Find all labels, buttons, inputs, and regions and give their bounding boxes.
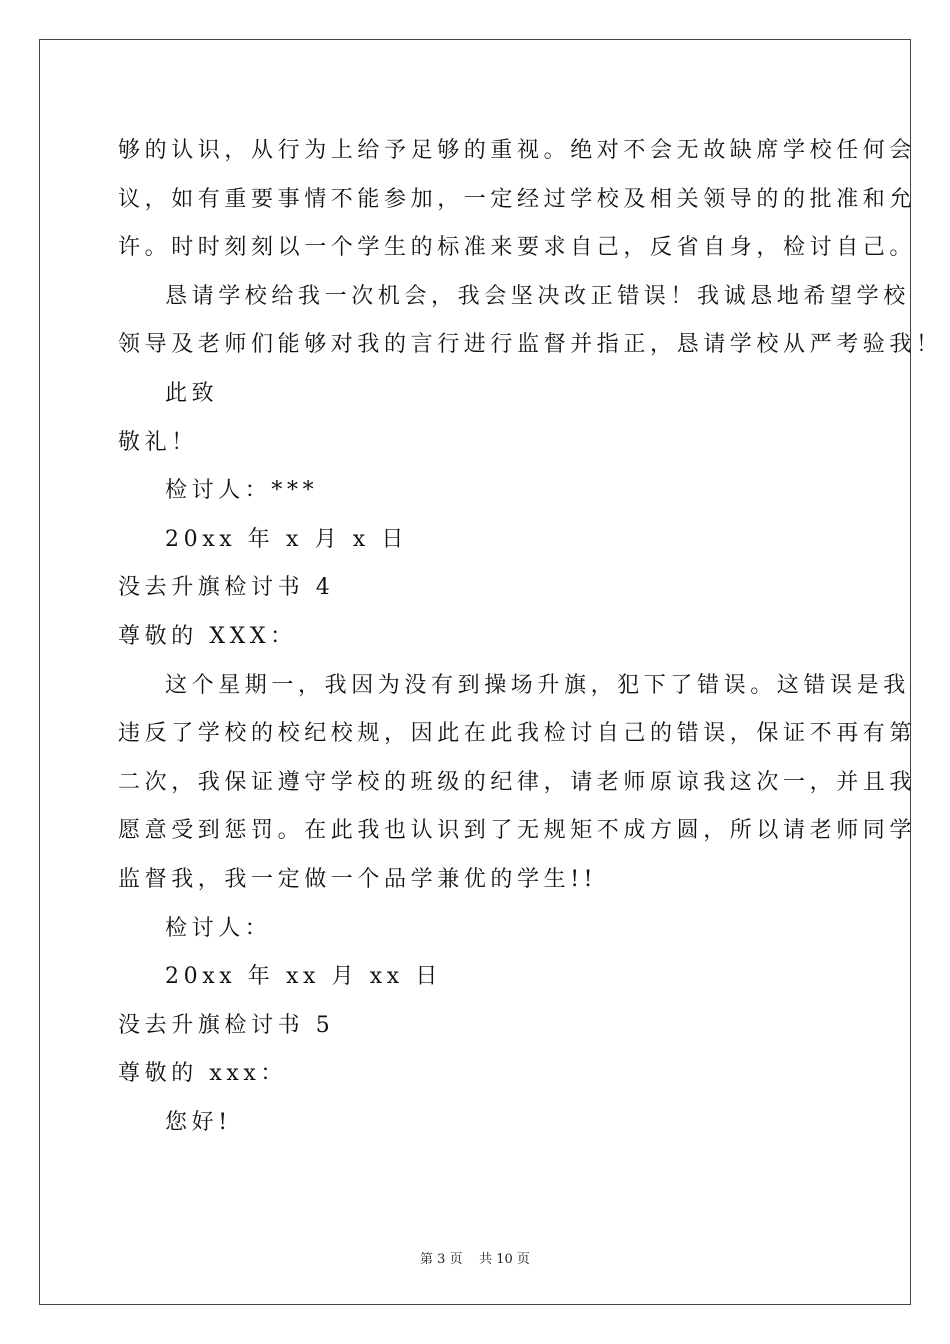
- text-line-12: 这个星期一，我因为没有到操场升旗，犯下了错误。这错误是我: [165, 672, 910, 698]
- text-line-2: 议，如有重要事情不能参加，一定经过学校及相关领导的的批准和允: [118, 186, 917, 212]
- text-line-13: 违反了学校的校纪校规，因此在此我检讨自己的错误，保证不再有第: [118, 721, 917, 747]
- page-total: 共 10 页: [479, 1252, 530, 1267]
- date-line-2: 20xx 年 xx 月 xx 日: [165, 964, 443, 990]
- text-line-14: 二次，我保证遵守学校的班级的纪律，请老师原谅我这次一，并且我: [118, 769, 917, 795]
- signature-line: 检讨人：***: [165, 478, 319, 504]
- greeting-line-2: 尊敬的 xxx：: [118, 1061, 288, 1087]
- signature-line-2: 检讨人：: [165, 915, 272, 941]
- text-line-1: 够的认识，从行为上给予足够的重视。绝对不会无故缺席学校任何会: [118, 138, 917, 163]
- text-line-16: 监督我，我一定做一个品学兼优的学生!!: [118, 866, 598, 892]
- text-line-15: 愿意受到惩罚。在此我也认识到了无规矩不成方圆，所以请老师同学: [118, 818, 917, 844]
- document-body: [118, 127, 943, 1147]
- date-line: 20xx 年 x 月 x 日: [165, 526, 408, 552]
- page-footer: [0, 1248, 950, 1267]
- greeting-line: 尊敬的 XXX：: [118, 623, 297, 649]
- text-line-3: 许。时时刻刻以一个学生的标准来要求自己，反省自身，检讨自己。: [118, 235, 917, 261]
- text-line-4: 恳请学校给我一次机会，我会坚决改正错误！我诚恳地希望学校: [165, 283, 910, 309]
- closing-respect: 敬礼！: [118, 429, 198, 455]
- section-title-4: 没去升旗检讨书 4: [118, 575, 335, 601]
- hello-line: 您好!: [165, 1109, 232, 1135]
- page-number: 第 3 页: [420, 1252, 463, 1267]
- closing-salutation: 此致: [165, 380, 219, 406]
- section-title-5: 没去升旗检讨书 5: [118, 1012, 335, 1038]
- text-line-5: 领导及老师们能够对我的言行进行监督并指正，恳请学校从严考验我！: [118, 332, 943, 358]
